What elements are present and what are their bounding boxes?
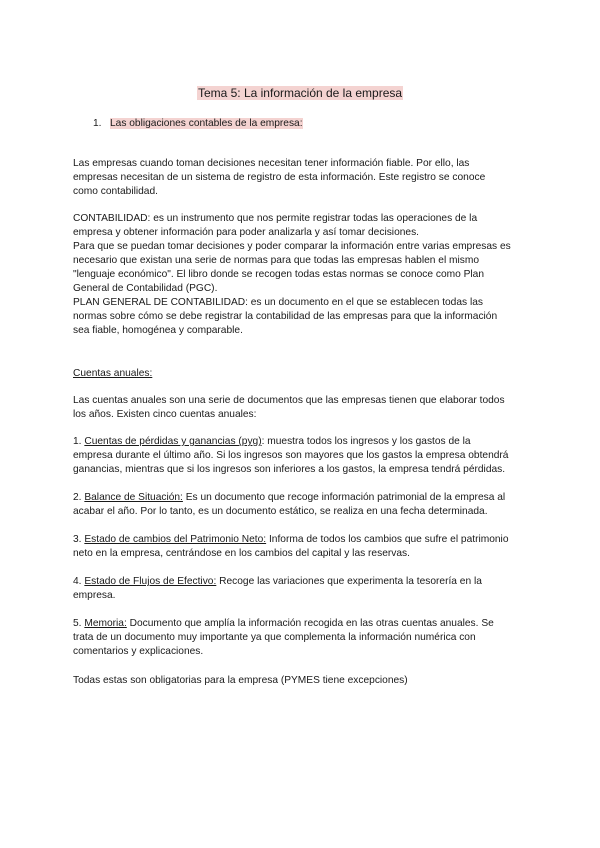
text-line: "lenguaje económico". El libro donde se recogen todas estas normas se conoce como Plan (73, 269, 485, 280)
item-text: Es un documento que recoge información patrimonial de la empresa al (182, 492, 506, 503)
page-title (0, 86, 600, 100)
text-line: empresa durante el último año. Si los ingresos son mayores que los gastos la empresa obtendrá (73, 450, 509, 461)
text-line: neto en la empresa, centrándose en los cambios del capital y las reservas. (73, 548, 410, 559)
text-line: sea fiable, homogénea y comparable. (73, 325, 243, 336)
text-line: ganancias, mientras que si los ingresos son inferiores a los gastos, la empresa tendrá pérdidas. (73, 464, 506, 475)
text-line: necesario que existan una serie de normas para que todas las empresas hablen el mismo (73, 255, 480, 266)
text-line: como contabilidad. (73, 186, 158, 197)
contabilidad-paragraph (73, 212, 533, 338)
section-heading-text: Las obligaciones contables de la empresa: (110, 118, 303, 129)
item-number: 1. (73, 436, 82, 447)
item-term: Memoria: (84, 618, 127, 629)
closing-paragraph: Todas estas son obligatorias para la empresa (PYMES tiene excepciones) (73, 675, 408, 686)
text-line (73, 617, 533, 631)
text-line (73, 491, 533, 505)
text-line: Las cuentas anuales son una serie de documentos que las empresas tienen que elaborar todos (73, 395, 505, 406)
text-line: empresa. (73, 590, 116, 601)
item-number: 5. (73, 618, 82, 629)
item-text: : muestra todos los ingresos y los gastos de la (261, 436, 471, 447)
text-line (73, 533, 533, 547)
text-line: Para que se puedan tomar decisiones y poder comparar la información entre varias empresas es (73, 241, 511, 252)
item-number: 2. (73, 492, 82, 503)
text-line: normas sobre cómo se debe registrar la contabilidad de las empresas para que la información (73, 311, 498, 322)
item-number: 4. (73, 576, 82, 587)
cuenta-item-4 (73, 575, 533, 603)
text-line: acabar el año. Por lo tanto, es un documento estático, se realiza en una fecha determinada. (73, 506, 488, 517)
intro-paragraph (73, 157, 533, 199)
text-line: empresa y obtener información para poder analizarla y así tomar decisiones. (73, 227, 419, 238)
text-line (73, 575, 533, 589)
cuenta-item-2 (73, 491, 533, 519)
text-line: PLAN GENERAL DE CONTABILIDAD: es un documento en el que se establecen todas las (73, 297, 483, 308)
item-term: Estado de cambios del Patrimonio Neto: (84, 534, 267, 545)
cuenta-item-1 (73, 435, 533, 477)
title-text: Tema 5: La información de la empresa (197, 86, 403, 100)
item-term: Estado de Flujos de Efectivo: (84, 576, 217, 587)
text-line (73, 435, 533, 449)
item-number: 3. (73, 534, 82, 545)
text-line: comentarios y explicaciones. (73, 646, 204, 657)
item-term: Cuentas de pérdidas y ganancias (pyg) (84, 436, 262, 447)
cuentas-heading: Cuentas anuales: (73, 368, 153, 379)
item-text: Documento que amplía la información recogida en las otras cuentas anuales. Se (126, 618, 494, 629)
cuenta-item-3 (73, 533, 533, 561)
section-heading (93, 117, 303, 131)
text-line: los años. Existen cinco cuentas anuales: (73, 409, 257, 420)
text-line: CONTABILIDAD: es un instrumento que nos permite registrar todas las operaciones de la (73, 213, 478, 224)
text-line: General de Contabilidad (PGC). (73, 283, 218, 294)
text-line: trata de un documento muy importante ya que complementa la información numérica con (73, 632, 476, 643)
text-line: Las empresas cuando toman decisiones necesitan tener información fiable. Por ello, las (73, 158, 470, 169)
section-number: 1. (93, 118, 102, 129)
item-text: Recoge las variaciones que experimenta la tesorería en la (216, 576, 482, 587)
cuenta-item-5 (73, 617, 533, 659)
cuentas-intro (73, 394, 533, 422)
text-line: empresas necesitan de un sistema de registro de esta información. Este registro se conoce (73, 172, 486, 183)
item-term: Balance de Situación: (84, 492, 183, 503)
item-text: Informa de todos los cambios que sufre el patrimonio (266, 534, 509, 545)
